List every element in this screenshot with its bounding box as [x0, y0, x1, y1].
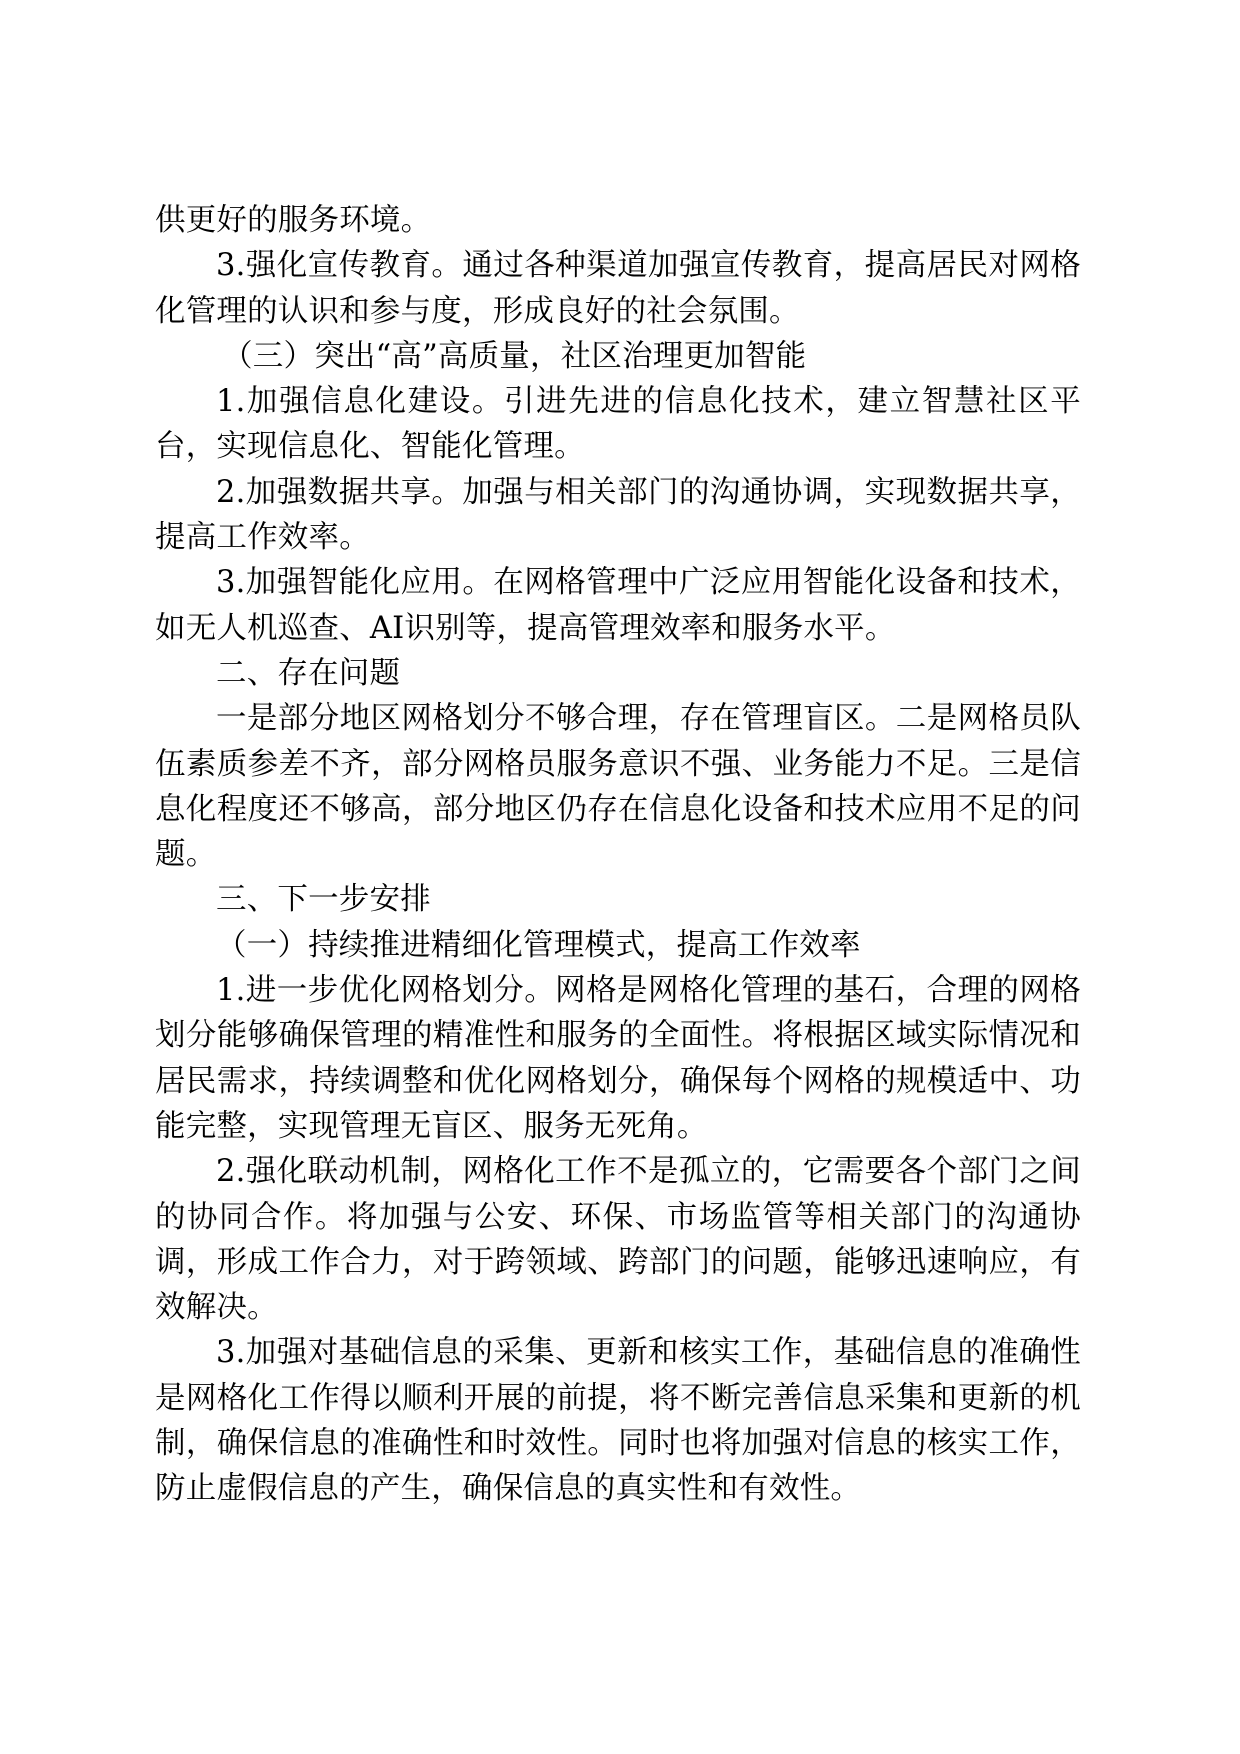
subheading-refined-management: （一）持续推进精细化管理模式，提高工作效率	[216, 927, 861, 963]
paragraph-data-sharing: 2.加强数据共享。加强与相关部门的沟通协调，实现数据共享，提高工作效率。	[155, 474, 1081, 556]
paragraph-basic-information: 3.加强对基础信息的采集、更新和核实工作，基础信息的准确性是网格化工作得以顺利开展的前提，将不断完善信息采集和更新的机制，确保信息的准确性和时效性。同时也将加强对信息的核实工作，防止虚假信息的产生，确保信息的真实性和有效性。	[155, 1335, 1081, 1507]
paragraph-linkage-mechanism: 2.强化联动机制，网格化工作不是孤立的，它需要各个部门之间的协同合作。将加强与公安、环保、市场监管等相关部门的沟通协调，形成工作合力，对于跨领域、跨部门的问题，能够迅速响应，有效解决。	[155, 1154, 1081, 1326]
document-body	[155, 198, 1081, 1512]
paragraph-smart-application: 3.加强智能化应用。在网格管理中广泛应用智能化设备和技术，如无人机巡查、AI识别等，提高管理效率和服务水平。	[155, 565, 1081, 646]
heading-next-steps: 三、下一步安排	[216, 882, 431, 918]
subheading-high-quality: （三）突出“高”高质量，社区治理更加智能	[222, 338, 807, 374]
paragraph-informatization: 1.加强信息化建设。引进先进的信息化技术，建立智慧社区平台，实现信息化、智能化管理。	[155, 384, 1081, 465]
paragraph-continuation: 供更好的服务环境。	[155, 203, 432, 238]
paragraph-problems: 一是部分地区网格划分不够合理，存在管理盲区。二是网格员队伍素质参差不齐，部分网格员服务意识不强、业务能力不足。三是信息化程度还不够高，部分地区仍存在信息化设备和技术应用不足的问题。	[155, 701, 1081, 873]
paragraph-optimize-grid: 1.进一步优化网格划分。网格是网格化管理的基石，合理的网格划分能够确保管理的精准性和服务的全面性。将根据区域实际情况和居民需求，持续调整和优化网格划分，确保每个网格的规模适中、功能完整，实现管理无盲区、服务无死角。	[155, 973, 1081, 1144]
heading-existing-problems: 二、存在问题	[216, 655, 401, 691]
paragraph-strengthen-publicity: 3.强化宣传教育。通过各种渠道加强宣传教育，提高居民对网格化管理的认识和参与度，形成良好的社会氛围。	[155, 248, 1081, 329]
